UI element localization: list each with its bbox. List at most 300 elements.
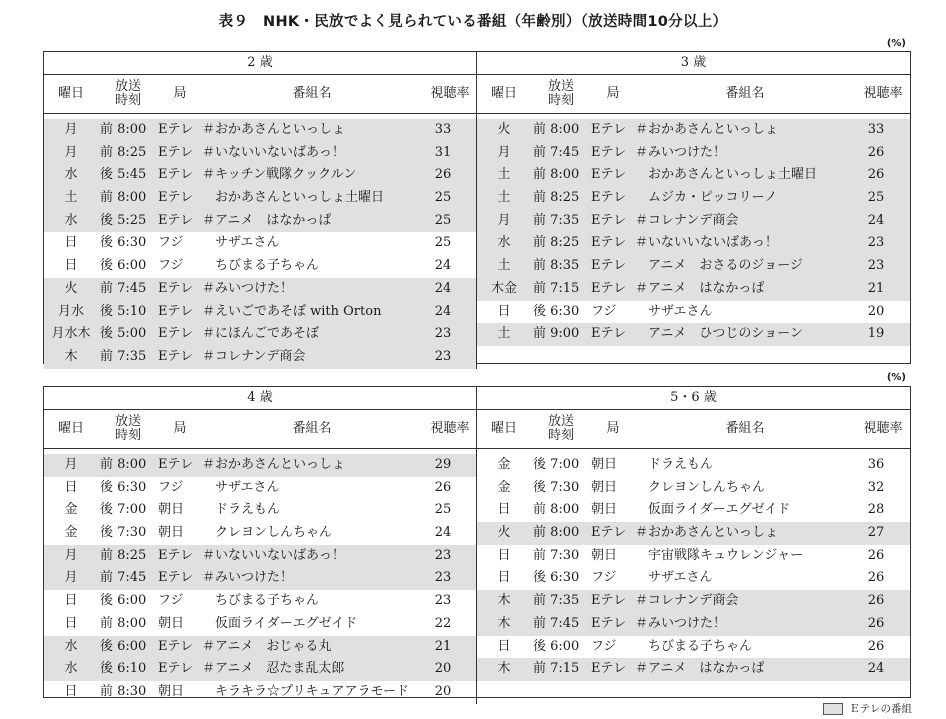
- cell-day: 木: [497, 593, 511, 609]
- cell-time: 後 5:00: [100, 326, 147, 342]
- cell-time: 後 5:10: [100, 303, 147, 319]
- header-time-line2: 時刻: [114, 428, 141, 443]
- cell-rate: 26: [867, 547, 885, 563]
- table-row: [44, 658, 476, 681]
- cell-time: 後 6:30: [533, 303, 580, 319]
- cell-station: Eテレ: [591, 144, 627, 160]
- cell-station: Eテレ: [158, 212, 194, 228]
- table-row: [44, 545, 476, 568]
- cell-time: 前 7:45: [533, 615, 580, 631]
- cell-day: 火: [497, 122, 511, 137]
- cell-station: フジ: [591, 570, 617, 586]
- legend-label: Ｅテレの番組: [849, 703, 912, 715]
- cell-program: ムジカ・ピッコリーノ: [635, 190, 778, 206]
- header-day: 曜日: [57, 421, 84, 436]
- cell-time: 前 8:00: [533, 502, 580, 518]
- cell-day: 火: [497, 525, 511, 541]
- table-body: [44, 449, 476, 704]
- cell-station: Eテレ: [591, 593, 627, 609]
- table-row: [477, 658, 910, 681]
- cell-station: Eテレ: [591, 258, 627, 274]
- cell-program: ＃みいつけた！: [202, 280, 294, 296]
- table-row: [44, 323, 476, 346]
- header-time-line1: 放送: [547, 79, 574, 94]
- age-heading: 2 歳: [44, 52, 476, 75]
- header-time-line2: 時刻: [547, 93, 574, 108]
- table-row: [44, 499, 476, 522]
- header-station: 局: [606, 421, 620, 436]
- cell-program: キラキラ☆プリキュアアラモード: [202, 683, 409, 699]
- cell-program: 仮面ライダーエグゼイド: [635, 502, 791, 518]
- header-rate: 視聴率: [863, 421, 903, 436]
- table-panel-bottom: [43, 386, 911, 698]
- cell-time: 前 9:00: [533, 326, 580, 342]
- cell-time: 前 8:00: [533, 525, 580, 541]
- cell-program: ＃いないいないばあっ！: [202, 547, 345, 563]
- cell-station: Eテレ: [158, 167, 194, 183]
- cell-time: 後 7:30: [100, 525, 147, 541]
- cell-day: 水: [64, 212, 78, 228]
- header-time: [98, 75, 158, 113]
- table-row: [44, 636, 476, 659]
- cell-time: 後 5:25: [100, 212, 147, 228]
- cell-rate: 23: [434, 593, 452, 609]
- cell-program: ＃アニメ 忍たま乱太郎: [202, 661, 345, 677]
- cell-rate: 23: [867, 235, 885, 251]
- cell-program: クレヨンしんちゃん: [202, 525, 333, 541]
- cell-time: 前 8:00: [100, 122, 147, 137]
- column-header-row: [477, 75, 910, 114]
- cell-program: 宇宙戦隊キュウレンジャー: [635, 547, 804, 563]
- cell-day: 月: [64, 570, 78, 586]
- cell-program: ＃おかあさんといっしょ: [202, 457, 346, 472]
- table-panel-top: [43, 51, 911, 364]
- cell-program: おかあさんといっしょ土曜日: [635, 167, 818, 183]
- cell-station: Eテレ: [158, 457, 194, 472]
- cell-day: 日: [497, 570, 511, 586]
- header-time: [531, 75, 591, 113]
- cell-time: 前 8:00: [533, 167, 580, 183]
- cell-program: アニメ ひつじのショーン: [635, 326, 803, 342]
- cell-day: 日: [497, 547, 511, 563]
- header-rate: 視聴率: [430, 86, 470, 101]
- table-row: [477, 142, 910, 165]
- table-row: [477, 278, 910, 301]
- cell-time: 前 7:35: [533, 212, 580, 228]
- cell-day: 月水: [57, 303, 84, 319]
- cell-time: 後 6:30: [533, 570, 580, 586]
- cell-rate: 24: [434, 258, 452, 274]
- header-station: 局: [606, 86, 620, 101]
- cell-program: ＃にほんごであそぼ: [202, 326, 320, 342]
- table-row: [477, 301, 910, 324]
- header-station: 局: [173, 86, 187, 101]
- cell-rate: 36: [867, 457, 885, 472]
- cell-rate: 26: [434, 167, 452, 183]
- cell-station: Eテレ: [591, 280, 627, 296]
- cell-day: 木: [497, 661, 511, 677]
- header-time-line1: 放送: [114, 414, 141, 429]
- cell-rate: 25: [434, 212, 452, 228]
- cell-station: Eテレ: [158, 190, 194, 206]
- cell-program: ＃みいつけた！: [635, 615, 727, 631]
- cell-day: 日: [64, 683, 78, 699]
- cell-program: サザエさん: [635, 303, 713, 319]
- cell-station: Eテレ: [591, 326, 627, 342]
- cell-rate: 24: [434, 280, 452, 296]
- cell-rate: 20: [867, 303, 885, 319]
- cell-station: 朝日: [591, 457, 618, 472]
- table-row: [44, 210, 476, 233]
- cell-station: 朝日: [158, 615, 185, 631]
- cell-rate: 29: [434, 457, 452, 472]
- table-row: [44, 119, 476, 142]
- cell-time: 前 8:25: [533, 235, 580, 251]
- table-title: 表９ NHK・民放でよく見られている番組（年齢別）（放送時間10分以上）: [218, 14, 728, 30]
- header-day: 曜日: [490, 86, 517, 101]
- cell-day: 日: [64, 615, 78, 631]
- cell-station: フジ: [158, 235, 184, 251]
- cell-rate: 24: [867, 661, 885, 677]
- cell-rate: 22: [434, 615, 452, 631]
- table-row: [44, 613, 476, 636]
- cell-day: 月: [64, 457, 78, 472]
- cell-time: 前 8:30: [100, 683, 147, 699]
- cell-day: 日: [497, 303, 511, 319]
- table-row: [477, 119, 910, 142]
- age-section-2: [44, 52, 477, 369]
- cell-day: 土: [64, 190, 78, 206]
- table-row: [44, 590, 476, 613]
- cell-rate: 32: [867, 479, 885, 495]
- cell-day: 土: [497, 167, 511, 183]
- age-heading: 3 歳: [477, 52, 910, 75]
- cell-day: 日: [64, 479, 78, 495]
- cell-rate: 26: [867, 615, 885, 631]
- cell-program: ＃いないいないばあっ！: [202, 144, 345, 160]
- cell-station: Eテレ: [158, 661, 194, 677]
- cell-station: Eテレ: [158, 303, 194, 319]
- cell-day: 火: [64, 280, 78, 296]
- cell-program: ＃コレナンデ商会: [635, 212, 739, 228]
- cell-rate: 23: [434, 547, 452, 563]
- table-row: [477, 499, 910, 522]
- cell-station: Eテレ: [591, 525, 627, 541]
- cell-program: ＃いないいないばあっ！: [635, 235, 778, 251]
- cell-time: 前 7:15: [533, 280, 580, 296]
- cell-station: Eテレ: [591, 235, 627, 251]
- table-row: [44, 232, 476, 255]
- age-heading: 4 歳: [44, 387, 476, 410]
- table-row: [477, 545, 910, 568]
- cell-rate: 24: [434, 303, 452, 319]
- cell-station: Eテレ: [158, 638, 194, 654]
- table-row: [477, 590, 910, 613]
- age-section-4: [44, 387, 477, 704]
- cell-time: 後 6:00: [100, 593, 147, 609]
- table-row: [477, 323, 910, 346]
- cell-program: ドラえもん: [635, 457, 714, 472]
- cell-time: 後 6:30: [100, 479, 147, 495]
- table-row: [44, 522, 476, 545]
- cell-day: 水: [64, 661, 78, 677]
- cell-rate: 26: [867, 144, 885, 160]
- table-body: [477, 449, 910, 681]
- header-time-line2: 時刻: [547, 428, 574, 443]
- table-row: [477, 164, 910, 187]
- cell-station: フジ: [591, 303, 617, 319]
- header-day: 曜日: [57, 86, 84, 101]
- header-time: [98, 410, 158, 448]
- cell-day: 月: [64, 144, 78, 160]
- cell-rate: 25: [434, 190, 452, 206]
- cell-time: 前 7:35: [100, 348, 147, 364]
- column-header-row: [44, 75, 476, 114]
- table-row: [44, 301, 476, 324]
- cell-rate: 24: [434, 525, 452, 541]
- cell-program: ＃みいつけた！: [635, 144, 727, 160]
- age-section-3: [477, 52, 910, 369]
- cell-program: ＃アニメ おじゃる丸: [202, 638, 332, 654]
- header-time-line1: 放送: [114, 79, 141, 94]
- cell-day: 水: [64, 167, 78, 183]
- cell-rate: 26: [434, 479, 452, 495]
- cell-day: 月水木: [51, 326, 91, 342]
- table-row: [44, 477, 476, 500]
- etele-swatch: [823, 703, 843, 715]
- cell-program: アニメ おさるのジョージ: [635, 258, 803, 274]
- cell-station: Eテレ: [158, 570, 194, 586]
- header-time-line1: 放送: [547, 414, 574, 429]
- cell-rate: 25: [434, 235, 452, 251]
- cell-program: ＃おかあさんといっしょ: [635, 122, 779, 137]
- cell-time: 前 8:25: [100, 547, 147, 563]
- cell-rate: 23: [434, 326, 452, 342]
- cell-day: 金: [497, 457, 511, 472]
- cell-day: 日: [64, 258, 78, 274]
- cell-station: 朝日: [591, 479, 618, 495]
- column-header-row: [477, 410, 910, 449]
- cell-time: 前 7:30: [533, 547, 580, 563]
- unit-label-top: (%): [886, 38, 906, 49]
- table-body: [44, 114, 476, 369]
- cell-rate: 26: [867, 167, 885, 183]
- cell-time: 後 6:00: [100, 638, 147, 654]
- cell-time: 後 6:10: [100, 661, 147, 677]
- cell-program: ＃キッチン戦隊クックルン: [202, 167, 357, 183]
- cell-day: 月: [497, 144, 511, 160]
- cell-station: Eテレ: [591, 122, 627, 137]
- cell-station: Eテレ: [158, 122, 194, 137]
- cell-day: 木金: [490, 280, 517, 296]
- cell-day: 金: [497, 479, 511, 495]
- cell-program: サザエさん: [202, 235, 280, 251]
- cell-station: Eテレ: [591, 167, 627, 183]
- cell-day: 水: [497, 235, 511, 251]
- cell-time: 前 7:45: [533, 144, 580, 160]
- cell-time: 前 8:25: [100, 144, 147, 160]
- cell-station: Eテレ: [591, 661, 627, 677]
- cell-time: 後 6:30: [100, 235, 147, 251]
- cell-rate: 26: [867, 593, 885, 609]
- cell-day: 木: [64, 348, 78, 364]
- cell-day: 日: [497, 638, 511, 654]
- cell-rate: 27: [867, 525, 885, 541]
- table-row: [44, 454, 476, 477]
- cell-rate: 28: [867, 502, 885, 518]
- table-row: [44, 164, 476, 187]
- cell-station: フジ: [158, 258, 184, 274]
- cell-station: 朝日: [158, 683, 185, 699]
- cell-rate: 26: [867, 638, 885, 654]
- cell-program: ＃みいつけた！: [202, 570, 294, 586]
- cell-program: ＃おかあさんといっしょ: [202, 122, 346, 137]
- cell-time: 後 7:00: [533, 457, 580, 472]
- cell-station: 朝日: [591, 547, 618, 563]
- cell-rate: 21: [434, 638, 452, 654]
- cell-rate: 21: [867, 280, 885, 296]
- cell-time: 前 8:00: [100, 457, 147, 472]
- cell-rate: 20: [434, 683, 452, 699]
- legend: [823, 701, 912, 716]
- cell-rate: 23: [434, 348, 452, 364]
- cell-time: 前 8:35: [533, 258, 580, 274]
- cell-station: Eテレ: [158, 144, 194, 160]
- table-row: [44, 681, 476, 704]
- table-row: [477, 454, 910, 477]
- header-program: 番組名: [725, 421, 765, 436]
- cell-time: 前 8:00: [533, 122, 580, 137]
- cell-rate: 25: [434, 502, 452, 518]
- table-row: [44, 142, 476, 165]
- table-row: [477, 255, 910, 278]
- cell-day: 月: [497, 212, 511, 228]
- cell-station: フジ: [158, 593, 184, 609]
- header-day: 曜日: [490, 421, 517, 436]
- cell-station: フジ: [591, 638, 617, 654]
- cell-day: 月: [64, 547, 78, 563]
- cell-station: 朝日: [158, 525, 185, 541]
- header-time-line2: 時刻: [114, 93, 141, 108]
- table-row: [44, 346, 476, 369]
- cell-day: 日: [64, 235, 78, 251]
- cell-rate: 33: [434, 122, 452, 137]
- cell-time: 後 5:45: [100, 167, 147, 183]
- cell-time: 前 7:45: [100, 280, 147, 296]
- cell-program: 仮面ライダーエグゼイド: [202, 615, 358, 631]
- cell-program: ドラえもん: [202, 502, 281, 518]
- cell-station: Eテレ: [158, 326, 194, 342]
- table-row: [44, 567, 476, 590]
- cell-station: Eテレ: [591, 190, 627, 206]
- cell-station: Eテレ: [158, 348, 194, 364]
- cell-time: 後 6:00: [100, 258, 147, 274]
- cell-program: ＃コレナンデ商会: [635, 593, 739, 609]
- cell-time: 後 7:30: [533, 479, 580, 495]
- header-program: 番組名: [292, 86, 332, 101]
- cell-program: ちびまる子ちゃん: [202, 258, 320, 274]
- table-row: [477, 613, 910, 636]
- cell-day: 水: [64, 638, 78, 654]
- cell-program: ＃コレナンデ商会: [202, 348, 306, 364]
- cell-rate: 33: [867, 122, 885, 137]
- cell-station: フジ: [158, 479, 184, 495]
- cell-rate: 25: [867, 190, 885, 206]
- cell-rate: 31: [434, 144, 452, 160]
- cell-program: サザエさん: [202, 479, 280, 495]
- cell-day: 土: [497, 326, 511, 342]
- table-row: [477, 232, 910, 255]
- cell-program: ＃アニメ はなかっぱ: [635, 280, 765, 296]
- table-row: [44, 255, 476, 278]
- cell-day: 月: [64, 122, 78, 137]
- cell-time: 前 8:25: [533, 190, 580, 206]
- table-row: [477, 636, 910, 659]
- cell-day: 金: [64, 502, 78, 518]
- cell-rate: 23: [867, 258, 885, 274]
- cell-program: クレヨンしんちゃん: [635, 479, 766, 495]
- header-rate: 視聴率: [430, 421, 470, 436]
- table-body: [477, 114, 910, 346]
- cell-program: サザエさん: [635, 570, 713, 586]
- cell-program: ＃えいごであそぼ with Orton: [202, 303, 382, 319]
- cell-program: ちびまる子ちゃん: [202, 593, 320, 609]
- cell-time: 前 7:15: [533, 661, 580, 677]
- table-row: [477, 187, 910, 210]
- cell-station: 朝日: [591, 502, 618, 518]
- cell-day: 日: [497, 502, 511, 518]
- cell-station: Eテレ: [591, 212, 627, 228]
- cell-program: おかあさんといっしょ土曜日: [202, 190, 385, 206]
- cell-station: Eテレ: [158, 280, 194, 296]
- cell-rate: 26: [867, 570, 885, 586]
- cell-program: ＃おかあさんといっしょ: [635, 525, 779, 541]
- cell-day: 日: [64, 593, 78, 609]
- age-heading: 5・6 歳: [477, 387, 910, 410]
- column-header-row: [44, 410, 476, 449]
- cell-time: 前 7:45: [100, 570, 147, 586]
- cell-day: 木: [497, 615, 511, 631]
- cell-station: Eテレ: [591, 615, 627, 631]
- table-row: [477, 477, 910, 500]
- cell-time: 前 8:00: [100, 190, 147, 206]
- header-program: 番組名: [292, 421, 332, 436]
- cell-rate: 20: [434, 661, 452, 677]
- cell-time: 前 7:35: [533, 593, 580, 609]
- table-row: [477, 522, 910, 545]
- cell-day: 土: [497, 190, 511, 206]
- cell-rate: 23: [434, 570, 452, 586]
- cell-station: Eテレ: [158, 547, 194, 563]
- cell-program: ＃アニメ はなかっぱ: [635, 661, 765, 677]
- header-station: 局: [173, 421, 187, 436]
- header-rate: 視聴率: [863, 86, 903, 101]
- cell-day: 金: [64, 525, 78, 541]
- table-row: [44, 278, 476, 301]
- cell-time: 後 6:00: [533, 638, 580, 654]
- cell-time: 前 8:00: [100, 615, 147, 631]
- header-program: 番組名: [725, 86, 765, 101]
- cell-time: 後 7:00: [100, 502, 147, 518]
- cell-program: ちびまる子ちゃん: [635, 638, 753, 654]
- cell-program: ＃アニメ はなかっぱ: [202, 212, 332, 228]
- cell-rate: 24: [867, 212, 885, 228]
- age-section-5-6: [477, 387, 910, 704]
- table-row: [477, 210, 910, 233]
- table-row: [477, 567, 910, 590]
- cell-station: 朝日: [158, 502, 185, 518]
- cell-day: 土: [497, 258, 511, 274]
